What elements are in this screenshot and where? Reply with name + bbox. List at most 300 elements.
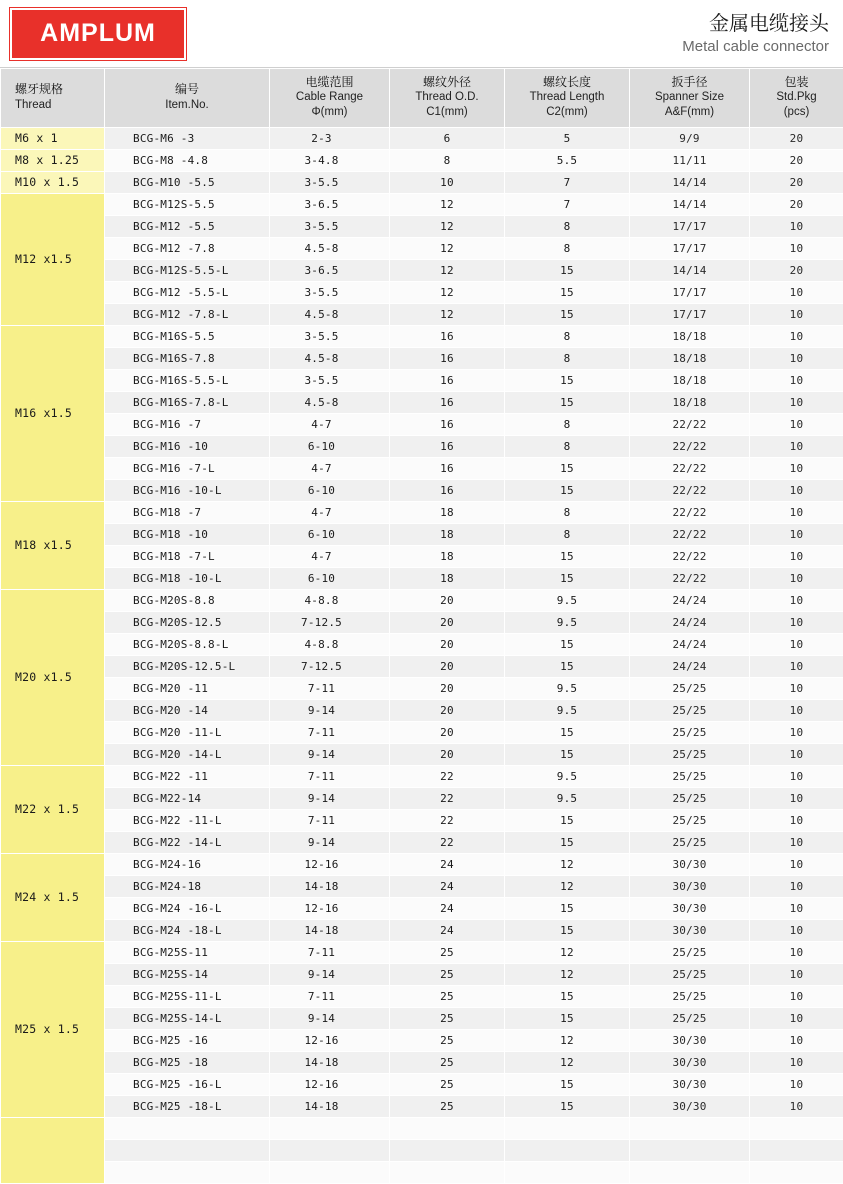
column-header-cable-range-en: Cable Range <box>272 90 387 105</box>
cell-item-no: BCG-M16S-7.8-L <box>105 391 270 413</box>
column-header-thread <box>1 69 105 128</box>
table-row <box>1 1095 843 1117</box>
cell-std-pkg: 10 <box>750 215 843 237</box>
table-row <box>1 215 843 237</box>
cell-thread-od: 16 <box>390 479 505 501</box>
cell-cable-range: 4.5-8 <box>270 303 390 325</box>
cell-item-no: BCG-M22 -11-L <box>105 809 270 831</box>
cell-thread-od: 16 <box>390 435 505 457</box>
cell-thread-length: 15 <box>505 1007 630 1029</box>
cell-thread-length: 15 <box>505 809 630 831</box>
table-row <box>1 1117 843 1139</box>
thread-group-cell: M22 x 1.5 <box>1 765 105 853</box>
cell-std-pkg: 10 <box>750 281 843 303</box>
cell-cable-range: 3-5.5 <box>270 171 390 193</box>
cell-item-no: BCG-M18 -10 <box>105 523 270 545</box>
cell-item-no: BCG-M24 -18-L <box>105 919 270 941</box>
cell-std-pkg: 10 <box>750 919 843 941</box>
cell-thread-length: 12 <box>505 1029 630 1051</box>
cell-std-pkg: 10 <box>750 721 843 743</box>
cell-spanner-size: 25/25 <box>630 765 750 787</box>
cell-spanner-size <box>630 1139 750 1161</box>
cell-thread-length <box>505 1161 630 1183</box>
column-header-cable-range <box>270 69 390 128</box>
cell-cable-range: 3-4.8 <box>270 149 390 171</box>
cell-std-pkg: 20 <box>750 259 843 281</box>
cell-std-pkg: 10 <box>750 347 843 369</box>
cell-item-no: BCG-M16S-5.5 <box>105 325 270 347</box>
page-title <box>682 11 829 57</box>
cell-thread-length: 15 <box>505 721 630 743</box>
cell-cable-range: 7-11 <box>270 941 390 963</box>
cell-thread-length: 15 <box>505 743 630 765</box>
cell-cable-range: 14-18 <box>270 875 390 897</box>
table-row <box>1 237 843 259</box>
table-row <box>1 347 843 369</box>
cell-cable-range: 6-10 <box>270 523 390 545</box>
cell-spanner-size <box>630 1117 750 1139</box>
cell-cable-range: 14-18 <box>270 919 390 941</box>
cell-thread-od: 16 <box>390 325 505 347</box>
cell-thread-od: 20 <box>390 633 505 655</box>
column-header-spanner-size-unit: A&F(mm) <box>632 105 747 120</box>
cell-std-pkg: 10 <box>750 633 843 655</box>
cell-std-pkg: 10 <box>750 479 843 501</box>
thread-group-cell: M25 x 1.5 <box>1 941 105 1117</box>
cell-thread-od: 20 <box>390 655 505 677</box>
cell-thread-od <box>390 1139 505 1161</box>
cell-spanner-size: 11/11 <box>630 149 750 171</box>
cell-thread-od: 22 <box>390 831 505 853</box>
cell-thread-od: 16 <box>390 413 505 435</box>
cell-std-pkg: 10 <box>750 699 843 721</box>
cell-cable-range: 4-7 <box>270 457 390 479</box>
cell-std-pkg: 10 <box>750 1095 843 1117</box>
cell-spanner-size: 30/30 <box>630 1051 750 1073</box>
cell-std-pkg: 10 <box>750 413 843 435</box>
cell-std-pkg: 10 <box>750 369 843 391</box>
cell-thread-length: 15 <box>505 919 630 941</box>
cell-thread-od: 25 <box>390 1029 505 1051</box>
table-row <box>1 941 843 963</box>
cell-spanner-size: 30/30 <box>630 1073 750 1095</box>
cell-thread-length: 8 <box>505 347 630 369</box>
cell-thread-od: 25 <box>390 1051 505 1073</box>
cell-cable-range: 12-16 <box>270 897 390 919</box>
cell-cable-range: 9-14 <box>270 743 390 765</box>
table-row <box>1 1029 843 1051</box>
cell-std-pkg: 10 <box>750 963 843 985</box>
cell-thread-length: 9.5 <box>505 787 630 809</box>
cell-thread-od: 22 <box>390 787 505 809</box>
table-row <box>1 1161 843 1183</box>
cell-item-no: BCG-M12 -5.5-L <box>105 281 270 303</box>
column-header-spanner-size-cn: 扳手径 <box>632 75 747 90</box>
cell-spanner-size: 24/24 <box>630 589 750 611</box>
cell-item-no <box>105 1139 270 1161</box>
cell-spanner-size: 22/22 <box>630 457 750 479</box>
cell-std-pkg: 10 <box>750 875 843 897</box>
cell-thread-length: 15 <box>505 369 630 391</box>
cell-cable-range: 3-6.5 <box>270 259 390 281</box>
cell-std-pkg: 10 <box>750 655 843 677</box>
table-row <box>1 875 843 897</box>
cell-thread-length <box>505 1139 630 1161</box>
cell-std-pkg: 20 <box>750 127 843 149</box>
cell-item-no: BCG-M6 -3 <box>105 127 270 149</box>
cell-item-no: BCG-M16 -10-L <box>105 479 270 501</box>
cell-thread-length: 15 <box>505 457 630 479</box>
cell-item-no: BCG-M22 -14-L <box>105 831 270 853</box>
cell-cable-range: 12-16 <box>270 1073 390 1095</box>
cell-thread-length: 15 <box>505 633 630 655</box>
cell-thread-length: 8 <box>505 325 630 347</box>
column-header-spanner-size-en: Spanner Size <box>632 90 747 105</box>
cell-spanner-size: 25/25 <box>630 941 750 963</box>
cell-spanner-size: 22/22 <box>630 545 750 567</box>
table-row <box>1 809 843 831</box>
cell-std-pkg: 20 <box>750 149 843 171</box>
cell-cable-range: 7-11 <box>270 721 390 743</box>
brand-logo-text: AMPLUM <box>40 19 156 48</box>
table-header <box>1 69 843 128</box>
cell-spanner-size: 17/17 <box>630 281 750 303</box>
cell-item-no: BCG-M20S-8.8 <box>105 589 270 611</box>
cell-std-pkg: 10 <box>750 853 843 875</box>
column-header-thread-cn: 螺牙规格 <box>15 82 102 97</box>
cell-thread-od: 25 <box>390 1095 505 1117</box>
cell-spanner-size: 17/17 <box>630 303 750 325</box>
cell-std-pkg: 10 <box>750 677 843 699</box>
cell-cable-range <box>270 1161 390 1183</box>
cell-thread-length: 12 <box>505 853 630 875</box>
cell-thread-od <box>390 1161 505 1183</box>
table-row <box>1 523 843 545</box>
table-row <box>1 457 843 479</box>
cell-item-no: BCG-M12 -7.8-L <box>105 303 270 325</box>
cell-item-no: BCG-M25S-11 <box>105 941 270 963</box>
table-header-row <box>1 69 843 128</box>
page-header <box>0 0 843 68</box>
cell-spanner-size: 25/25 <box>630 831 750 853</box>
cell-thread-od: 12 <box>390 237 505 259</box>
cell-cable-range <box>270 1139 390 1161</box>
cell-thread-od: 20 <box>390 743 505 765</box>
cell-thread-od: 25 <box>390 963 505 985</box>
cell-std-pkg <box>750 1117 843 1139</box>
cell-std-pkg: 10 <box>750 765 843 787</box>
cell-thread-length: 9.5 <box>505 677 630 699</box>
table-row <box>1 611 843 633</box>
table-row <box>1 567 843 589</box>
cell-cable-range: 7-12.5 <box>270 611 390 633</box>
cell-thread-od: 24 <box>390 875 505 897</box>
cell-cable-range: 12-16 <box>270 1029 390 1051</box>
cell-thread-length: 15 <box>505 1073 630 1095</box>
thread-group-cell: M24 x 1.5 <box>1 853 105 941</box>
cell-cable-range: 3-5.5 <box>270 215 390 237</box>
table-row <box>1 655 843 677</box>
cell-thread-od: 12 <box>390 193 505 215</box>
cell-spanner-size: 25/25 <box>630 985 750 1007</box>
cell-cable-range: 4.5-8 <box>270 391 390 413</box>
cell-thread-od: 12 <box>390 281 505 303</box>
cell-item-no: BCG-M25 -16-L <box>105 1073 270 1095</box>
cell-std-pkg: 10 <box>750 941 843 963</box>
cell-spanner-size: 30/30 <box>630 875 750 897</box>
cell-thread-od: 20 <box>390 677 505 699</box>
cell-thread-od: 10 <box>390 171 505 193</box>
cell-spanner-size: 30/30 <box>630 919 750 941</box>
cell-thread-od: 16 <box>390 347 505 369</box>
cell-std-pkg <box>750 1139 843 1161</box>
cell-thread-length: 15 <box>505 479 630 501</box>
specification-table <box>0 68 843 1184</box>
cell-std-pkg: 10 <box>750 523 843 545</box>
cell-thread-od: 25 <box>390 1007 505 1029</box>
cell-cable-range: 9-14 <box>270 699 390 721</box>
cell-cable-range: 9-14 <box>270 963 390 985</box>
cell-item-no: BCG-M25 -16 <box>105 1029 270 1051</box>
cell-thread-od: 20 <box>390 699 505 721</box>
cell-thread-od: 16 <box>390 391 505 413</box>
cell-spanner-size: 14/14 <box>630 171 750 193</box>
column-header-thread-od-en: Thread O.D. <box>392 90 502 105</box>
cell-thread-od: 25 <box>390 1073 505 1095</box>
cell-item-no: BCG-M16 -7 <box>105 413 270 435</box>
cell-item-no: BCG-M20S-8.8-L <box>105 633 270 655</box>
cell-item-no <box>105 1161 270 1183</box>
cell-item-no: BCG-M18 -7-L <box>105 545 270 567</box>
cell-thread-length: 15 <box>505 391 630 413</box>
cell-item-no: BCG-M22 -11 <box>105 765 270 787</box>
table-row <box>1 699 843 721</box>
table-row <box>1 369 843 391</box>
cell-cable-range <box>270 1117 390 1139</box>
cell-std-pkg: 10 <box>750 743 843 765</box>
table-row <box>1 985 843 1007</box>
cell-thread-od: 12 <box>390 215 505 237</box>
cell-spanner-size: 24/24 <box>630 611 750 633</box>
table-row <box>1 853 843 875</box>
cell-spanner-size: 30/30 <box>630 853 750 875</box>
cell-cable-range: 4-7 <box>270 413 390 435</box>
cell-thread-od: 25 <box>390 941 505 963</box>
cell-std-pkg: 10 <box>750 809 843 831</box>
cell-std-pkg: 10 <box>750 303 843 325</box>
cell-spanner-size: 22/22 <box>630 413 750 435</box>
cell-thread-length: 5 <box>505 127 630 149</box>
cell-item-no: BCG-M18 -10-L <box>105 567 270 589</box>
cell-thread-od: 18 <box>390 567 505 589</box>
column-header-thread-en: Thread <box>15 98 102 113</box>
cell-thread-length: 15 <box>505 545 630 567</box>
cell-thread-od: 24 <box>390 919 505 941</box>
column-header-item-no-cn: 编号 <box>107 82 267 97</box>
table-row <box>1 193 843 215</box>
cell-thread-length: 15 <box>505 655 630 677</box>
cell-spanner-size: 14/14 <box>630 259 750 281</box>
table-row <box>1 919 843 941</box>
table-row <box>1 897 843 919</box>
cell-std-pkg: 20 <box>750 193 843 215</box>
cell-thread-length: 8 <box>505 413 630 435</box>
cell-thread-length: 15 <box>505 985 630 1007</box>
cell-std-pkg: 10 <box>750 985 843 1007</box>
cell-spanner-size <box>630 1161 750 1183</box>
table-row <box>1 831 843 853</box>
column-header-thread-od <box>390 69 505 128</box>
cell-cable-range: 6-10 <box>270 435 390 457</box>
cell-item-no: BCG-M24-18 <box>105 875 270 897</box>
table-row <box>1 1007 843 1029</box>
cell-item-no <box>105 1117 270 1139</box>
cell-std-pkg: 10 <box>750 567 843 589</box>
cell-thread-od: 12 <box>390 303 505 325</box>
cell-cable-range: 4-8.8 <box>270 633 390 655</box>
cell-spanner-size: 25/25 <box>630 721 750 743</box>
cell-cable-range: 6-10 <box>270 479 390 501</box>
cell-thread-od: 18 <box>390 545 505 567</box>
cell-std-pkg: 10 <box>750 237 843 259</box>
cell-item-no: BCG-M16 -7-L <box>105 457 270 479</box>
cell-item-no: BCG-M20S-12.5 <box>105 611 270 633</box>
cell-cable-range: 7-11 <box>270 809 390 831</box>
column-header-std-pkg-en: Std.Pkg <box>752 90 841 105</box>
cell-spanner-size: 24/24 <box>630 655 750 677</box>
cell-thread-od: 6 <box>390 127 505 149</box>
cell-item-no: BCG-M18 -7 <box>105 501 270 523</box>
cell-thread-length: 8 <box>505 237 630 259</box>
cell-thread-length <box>505 1117 630 1139</box>
table-row <box>1 633 843 655</box>
cell-std-pkg: 10 <box>750 325 843 347</box>
table-row <box>1 1051 843 1073</box>
cell-thread-length: 15 <box>505 303 630 325</box>
cell-cable-range: 3-5.5 <box>270 325 390 347</box>
cell-item-no: BCG-M12 -5.5 <box>105 215 270 237</box>
cell-thread-od: 24 <box>390 853 505 875</box>
cell-cable-range: 4.5-8 <box>270 347 390 369</box>
cell-spanner-size: 30/30 <box>630 897 750 919</box>
cell-spanner-size: 24/24 <box>630 633 750 655</box>
cell-thread-length: 12 <box>505 963 630 985</box>
thread-group-cell: M8 x 1.25 <box>1 149 105 171</box>
cell-cable-range: 7-11 <box>270 765 390 787</box>
cell-thread-od: 18 <box>390 501 505 523</box>
cell-spanner-size: 18/18 <box>630 325 750 347</box>
cell-std-pkg: 10 <box>750 1007 843 1029</box>
cell-item-no: BCG-M25 -18 <box>105 1051 270 1073</box>
column-header-item-no-en: Item.No. <box>107 98 267 113</box>
table-row <box>1 127 843 149</box>
cell-thread-length: 9.5 <box>505 611 630 633</box>
cell-std-pkg: 10 <box>750 1029 843 1051</box>
cell-spanner-size: 17/17 <box>630 215 750 237</box>
cell-spanner-size: 14/14 <box>630 193 750 215</box>
cell-thread-od: 18 <box>390 523 505 545</box>
brand-logo <box>10 8 186 60</box>
column-header-item-no <box>105 69 270 128</box>
cell-item-no: BCG-M16 -10 <box>105 435 270 457</box>
cell-item-no: BCG-M8 -4.8 <box>105 149 270 171</box>
cell-spanner-size: 22/22 <box>630 479 750 501</box>
cell-cable-range: 4-7 <box>270 545 390 567</box>
table-row <box>1 765 843 787</box>
cell-spanner-size: 17/17 <box>630 237 750 259</box>
cell-thread-length: 12 <box>505 1051 630 1073</box>
cell-thread-length: 8 <box>505 523 630 545</box>
cell-thread-length: 15 <box>505 831 630 853</box>
thread-group-cell: M18 x1.5 <box>1 501 105 589</box>
table-row <box>1 501 843 523</box>
cell-thread-od: 25 <box>390 985 505 1007</box>
cell-cable-range: 14-18 <box>270 1051 390 1073</box>
table-row <box>1 677 843 699</box>
cell-thread-od: 16 <box>390 369 505 391</box>
cell-spanner-size: 25/25 <box>630 809 750 831</box>
column-header-thread-od-unit: C1(mm) <box>392 105 502 120</box>
cell-spanner-size: 22/22 <box>630 435 750 457</box>
cell-spanner-size: 25/25 <box>630 677 750 699</box>
cell-spanner-size: 30/30 <box>630 1095 750 1117</box>
table-body <box>1 127 843 1183</box>
table-row <box>1 259 843 281</box>
cell-thread-od: 22 <box>390 809 505 831</box>
cell-thread-length: 9.5 <box>505 699 630 721</box>
thread-group-cell: M16 x1.5 <box>1 325 105 501</box>
cell-cable-range: 9-14 <box>270 1007 390 1029</box>
cell-spanner-size: 25/25 <box>630 699 750 721</box>
cell-thread-length: 7 <box>505 171 630 193</box>
table-row <box>1 545 843 567</box>
cell-item-no: BCG-M22-14 <box>105 787 270 809</box>
cell-std-pkg: 10 <box>750 831 843 853</box>
cell-thread-length: 12 <box>505 941 630 963</box>
cell-thread-length: 15 <box>505 897 630 919</box>
cell-item-no: BCG-M25 -18-L <box>105 1095 270 1117</box>
table-row <box>1 743 843 765</box>
thread-group-cell: M6 x 1 <box>1 127 105 149</box>
cell-thread-length: 12 <box>505 875 630 897</box>
cell-spanner-size: 25/25 <box>630 787 750 809</box>
table-row <box>1 325 843 347</box>
column-header-thread-od-cn: 螺纹外径 <box>392 75 502 90</box>
cell-spanner-size: 22/22 <box>630 567 750 589</box>
cell-spanner-size: 18/18 <box>630 347 750 369</box>
cell-thread-length: 15 <box>505 567 630 589</box>
table-row <box>1 963 843 985</box>
cell-thread-od: 24 <box>390 897 505 919</box>
cell-cable-range: 12-16 <box>270 853 390 875</box>
cell-spanner-size: 25/25 <box>630 1007 750 1029</box>
table-row <box>1 435 843 457</box>
table-row <box>1 721 843 743</box>
cell-item-no: BCG-M20 -14 <box>105 699 270 721</box>
table-row <box>1 149 843 171</box>
cell-spanner-size: 9/9 <box>630 127 750 149</box>
cell-std-pkg: 10 <box>750 1073 843 1095</box>
cell-thread-od: 20 <box>390 589 505 611</box>
cell-spanner-size: 25/25 <box>630 963 750 985</box>
cell-thread-length: 8 <box>505 215 630 237</box>
cell-std-pkg: 10 <box>750 1051 843 1073</box>
cell-item-no: BCG-M20 -14-L <box>105 743 270 765</box>
table-row <box>1 589 843 611</box>
table-row <box>1 787 843 809</box>
table-row <box>1 391 843 413</box>
cell-cable-range: 6-10 <box>270 567 390 589</box>
